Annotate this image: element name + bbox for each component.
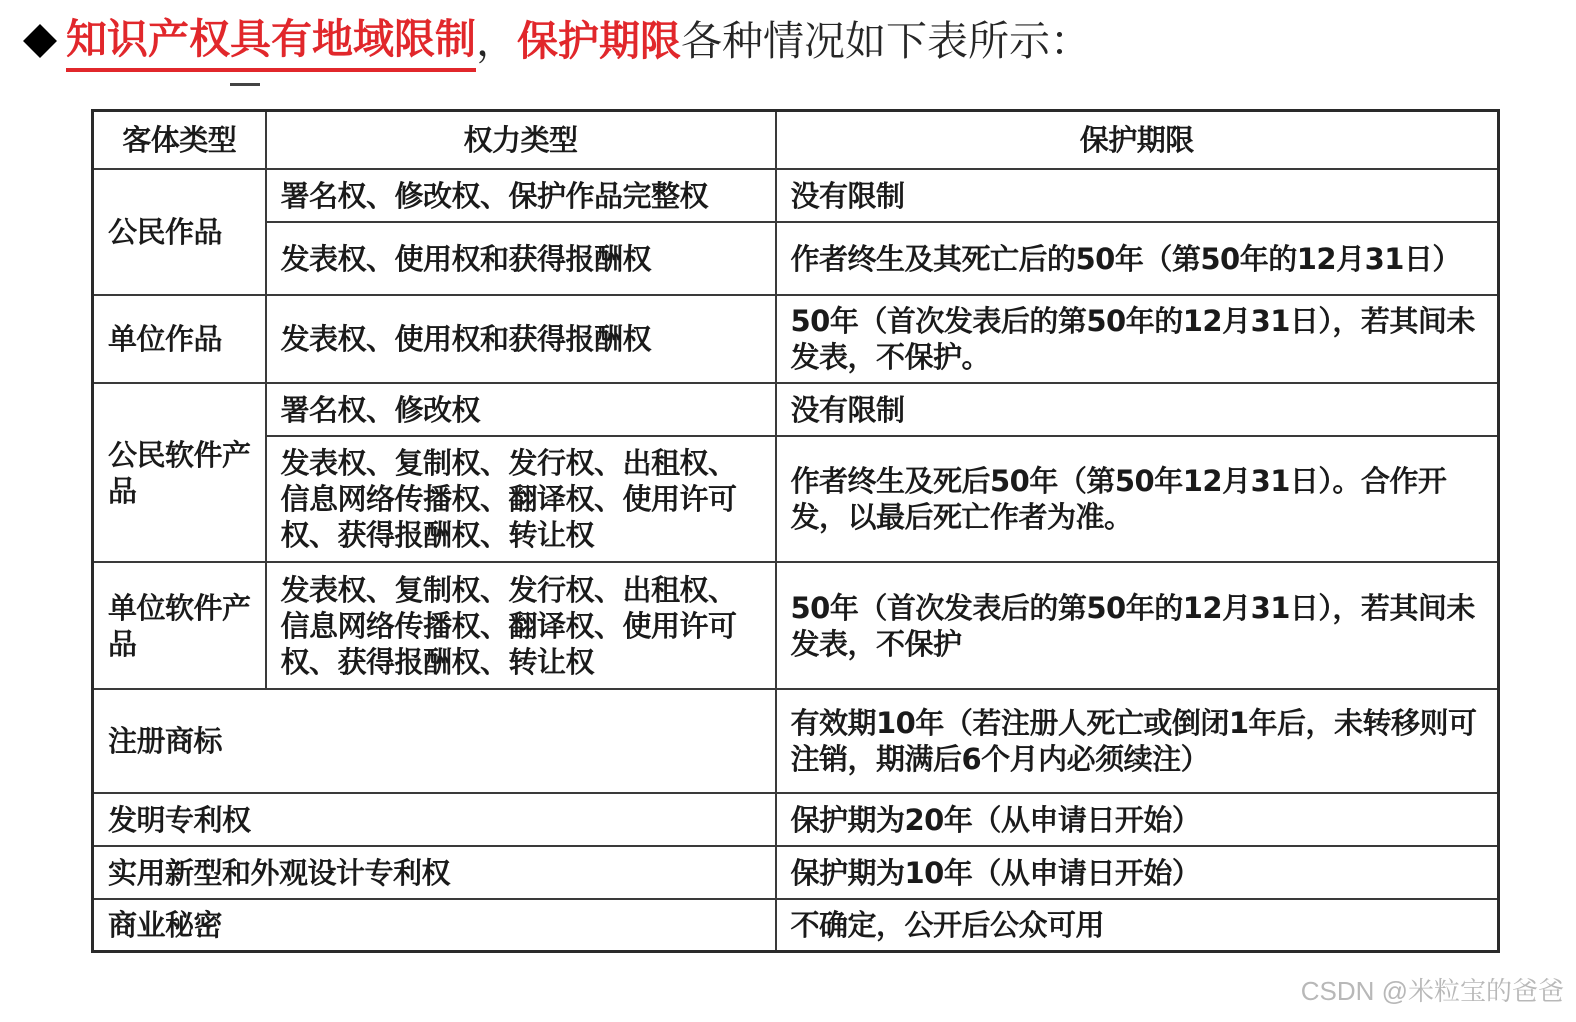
rights-cell: 发表权、复制权、发行权、出租权、信息网络传播权、翻译权、使用许可权、获得报酬权、转让权 bbox=[266, 562, 776, 689]
period-cell: 50年（首次发表后的第50年的12月31日），若其间未发表，不保护 bbox=[776, 562, 1499, 689]
table-row bbox=[93, 846, 1499, 899]
table-row bbox=[93, 169, 1499, 222]
category-cell: 注册商标 bbox=[93, 689, 776, 793]
category-cell: 公民作品 bbox=[93, 169, 266, 295]
category-cell: 发明专利权 bbox=[93, 793, 776, 846]
category-cell: 商业秘密 bbox=[93, 899, 776, 951]
period-cell: 没有限制 bbox=[776, 169, 1499, 222]
period-cell: 不确定，公开后公众可用 bbox=[776, 899, 1499, 951]
heading-territorial-limit: 知识产权具有地域限制 bbox=[66, 10, 476, 72]
period-cell: 50年（首次发表后的第50年的12月31日），若其间未发表，不保护。 bbox=[776, 295, 1499, 383]
rights-cell: 发表权、使用权和获得报酬权 bbox=[266, 295, 776, 383]
table-row bbox=[93, 899, 1499, 951]
table-row bbox=[93, 793, 1499, 846]
header-object-type: 客体类型 bbox=[93, 111, 266, 170]
period-cell: 作者终生及其死亡后的50年（第50年的12月31日） bbox=[776, 222, 1499, 295]
csdn-watermark: CSDN @米粒宝的爸爸 bbox=[1300, 976, 1564, 1006]
period-cell: 没有限制 bbox=[776, 383, 1499, 436]
period-cell: 有效期10年（若注册人死亡或倒闭1年后，未转移则可注销，期满后6个月内必须续注） bbox=[776, 689, 1499, 793]
heading-rest: 各种情况如下表所示： bbox=[681, 17, 1091, 65]
ip-protection-table bbox=[91, 109, 1500, 953]
rights-cell: 署名权、修改权、保护作品完整权 bbox=[266, 169, 776, 222]
table-row bbox=[93, 295, 1499, 383]
category-cell: 实用新型和外观设计专利权 bbox=[93, 846, 776, 899]
table-row bbox=[93, 562, 1499, 689]
category-cell: 公民软件产品 bbox=[93, 383, 266, 562]
header-right-type: 权力类型 bbox=[266, 111, 776, 170]
rights-cell: 署名权、修改权 bbox=[266, 383, 776, 436]
period-cell: 保护期为10年（从申请日开始） bbox=[776, 846, 1499, 899]
heading-protection-period: 保护期限 bbox=[517, 17, 681, 65]
table-header-row bbox=[93, 111, 1499, 170]
category-cell: 单位作品 bbox=[93, 295, 266, 383]
rights-cell: 发表权、复制权、发行权、出租权、信息网络传播权、翻译权、使用许可权、获得报酬权、转让权 bbox=[266, 436, 776, 562]
heading-separator: ， bbox=[476, 17, 517, 65]
diamond-bullet-icon bbox=[23, 24, 57, 58]
table-row bbox=[93, 689, 1499, 793]
table-row bbox=[93, 222, 1499, 295]
underline-mark bbox=[230, 83, 260, 86]
header-protection-period: 保护期限 bbox=[776, 111, 1499, 170]
slide-heading bbox=[22, 6, 1091, 76]
table-row bbox=[93, 436, 1499, 562]
table-row bbox=[93, 383, 1499, 436]
period-cell: 保护期为20年（从申请日开始） bbox=[776, 793, 1499, 846]
category-cell: 单位软件产品 bbox=[93, 562, 266, 689]
period-cell: 作者终生及死后50年（第50年12月31日）。合作开发，以最后死亡作者为准。 bbox=[776, 436, 1499, 562]
rights-cell: 发表权、使用权和获得报酬权 bbox=[266, 222, 776, 295]
